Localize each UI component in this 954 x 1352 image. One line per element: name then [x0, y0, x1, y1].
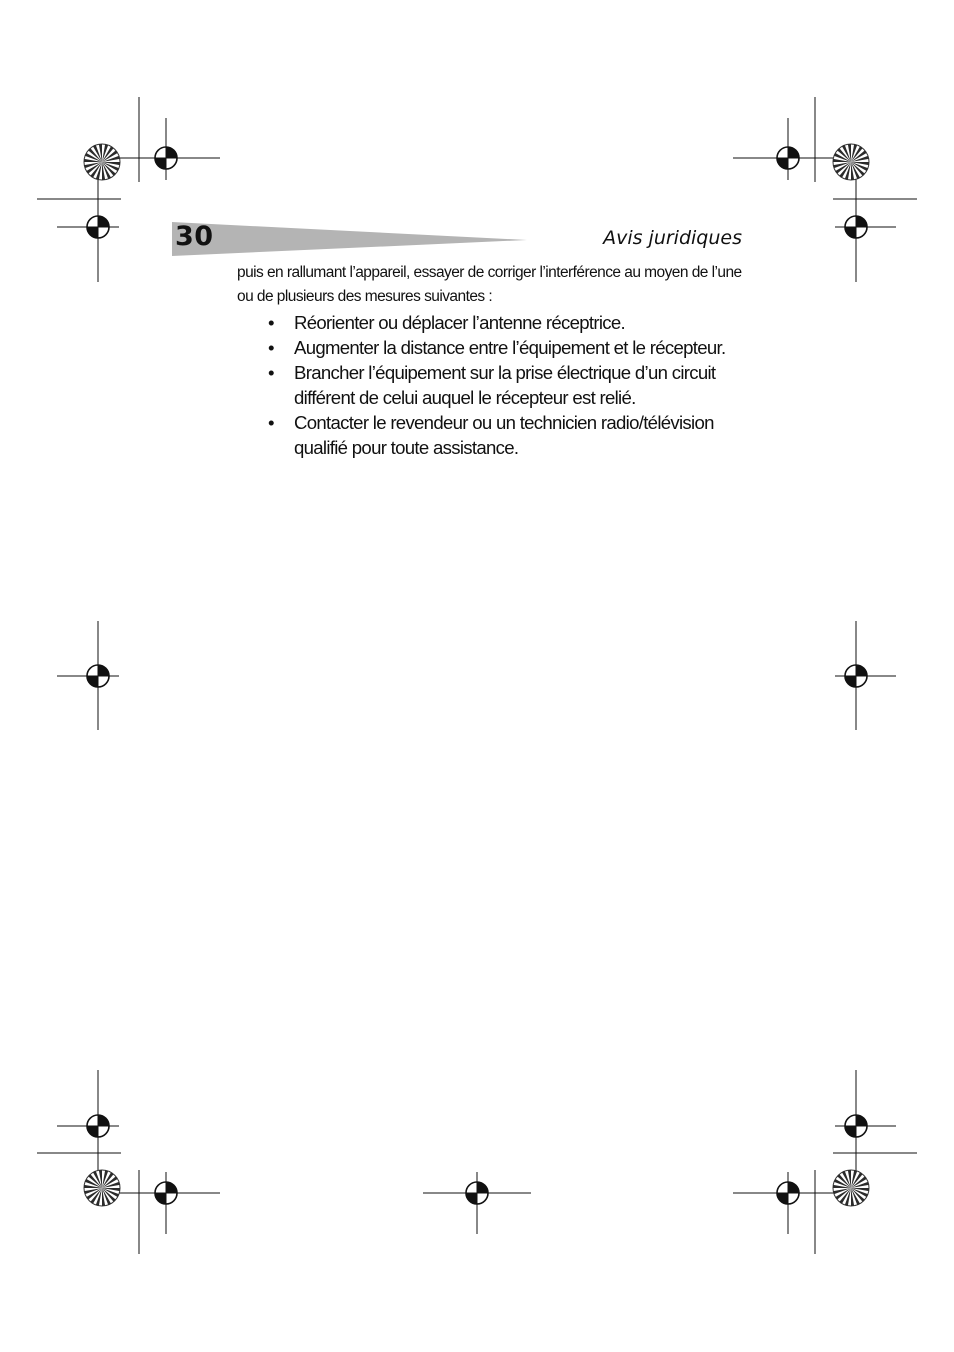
list-item-text: Contacter le revendeur ou un technicien radio/télévision qualifié pour toute assistance. [294, 412, 714, 458]
list-item [268, 410, 748, 460]
page-number: 30 [175, 221, 214, 252]
bullet-list [268, 310, 748, 460]
list-item-text: Augmenter la distance entre l’équipement et le récepteur. [294, 337, 726, 358]
list-item [268, 360, 748, 410]
bullet-icon: • [268, 337, 274, 358]
section-title: Avis juridiques [603, 227, 742, 249]
list-item-text: Réorienter ou déplacer l’antenne réceptrice. [294, 312, 625, 333]
bullet-icon: • [268, 312, 274, 333]
list-item [268, 310, 748, 335]
bullet-icon: • [268, 412, 274, 433]
header-band [172, 222, 527, 256]
list-item [268, 335, 748, 360]
bullet-icon: • [268, 362, 274, 383]
list-item-text: Brancher l’équipement sur la prise électrique d’un circuit différent de celui auquel le récepteur est relié. [294, 362, 716, 408]
intro-paragraph: puis en rallumant l’appareil, essayer de corriger l’interférence au moyen de l’une ou de plusieurs des mesures suivantes : [237, 264, 742, 305]
